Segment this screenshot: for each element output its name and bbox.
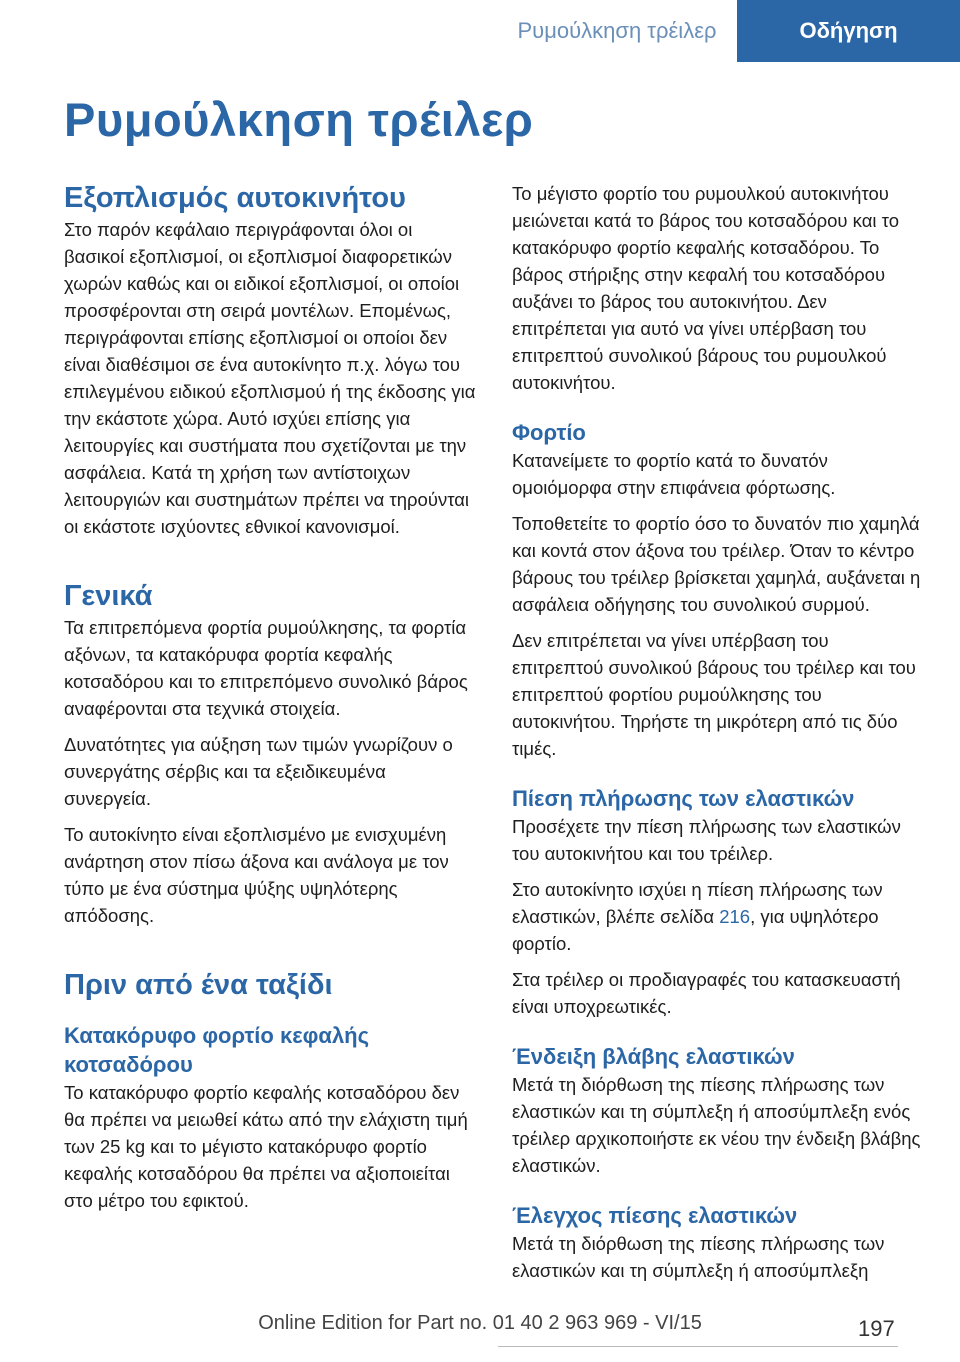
paragraph-general-2: Δυνατότητες για αύξηση των τιμών γνωρίζουν ο συνεργάτης σέρβις και τα εξειδικευμένα συνεργεία.	[64, 734, 453, 809]
footer-divider	[498, 1346, 898, 1347]
paragraph-tire-pressure-3: Στα τρέιλερ οι προδιαγραφές του κατασκευαστή είναι υποχρεωτικές.	[512, 969, 901, 1017]
heading-equipment: Εξοπλισμός αυτοκινήτου	[64, 182, 406, 214]
heading-tire-pressure: Πίεση πλήρωσης των ελαστικών	[512, 786, 855, 811]
page-number: 197	[858, 1316, 895, 1341]
header-chapter-tab[interactable]: Οδήγηση	[737, 0, 960, 62]
paragraph-general-1: Τα επιτρεπόμενα φορτία ρυμούλκησης, τα φορτία αξόνων, τα κατακόρυφα φορτία κεφαλής κοτσαδόρου και το επιτρεπόμενο συνολικό βάρος αναφέρονται στα τεχνικά στοιχεία.	[64, 617, 468, 719]
tire-pressure-text-after: , για υψηλότερο φορτίο.	[512, 906, 879, 954]
heading-load: Φορτίο	[512, 420, 586, 445]
header-section-title[interactable]: Ρυμούλκηση τρέιλερ	[498, 0, 736, 62]
paragraph-load-2: Τοποθετείτε το φορτίο όσο το δυνατόν πιο χαμηλά και κοντά στον άξονα του τρέιλερ. Όταν το κέντρο βάρους του τρέιλερ βρίσκεται χαμηλά, αυξάνεται η ασφάλεια οδήγησης του συνολικού συρμού.	[512, 513, 921, 615]
heading-before-trip: Πριν από ένα ταξίδι	[64, 969, 333, 1001]
header-bar	[0, 0, 960, 62]
paragraph-equipment: Στο παρόν κεφάλαιο περιγράφονται όλοι οι βασικοί εξοπλισμοί, οι εξοπλισμοί διαφορετικών χωρών καθώς και οι ειδικοί εξοπλισμοί, οι οποίοι προσφέρονται στη σειρά μοντέλων. Επομένως, περιγράφονται επίσης εξοπλισμοί οι οποίοι δεν είναι διαθέσιμοι σε ένα αυτοκίνητο π.χ. λόγω του επιλεγμένου ειδικού εξοπλισμού ή της έκδοσης για την εκάστοτε χώρα. Αυτό ισχύει επίσης για λειτουργίες και συστήματα που σχετίζονται με την ασφάλεια. Κατά τη χρήση των αντίστοιχων λειτουργιών και συστημάτων πρέπει να τηρούνται οι εκάστοτε ισχύοντες εθνικοί κανονισμοί.	[64, 219, 476, 537]
paragraph-tire-pressure-1: Προσέχετε την πίεση πλήρωσης των ελαστικών του αυτοκινήτου και του τρέιλερ.	[512, 816, 901, 864]
left-column	[64, 180, 476, 1223]
paragraph-tire-fault: Μετά τη διόρθωση της πίεσης πλήρωσης των ελαστικών και τη σύμπλεξη ή αποσύμπλεξη ενός τρέιλερ αρχικοποιήστε εκ νέου την ένδειξη βλάβης ελαστικών.	[512, 1074, 921, 1176]
right-column	[512, 180, 924, 1293]
heading-tire-fault: Ένδειξη βλάβης ελαστικών	[512, 1044, 795, 1069]
paragraph-tire-pressure-2	[512, 876, 924, 957]
paragraph-load-1: Κατανείμετε το φορτίο κατά το δυνατόν ομοιόμορφα στην επιφάνεια φόρτωσης.	[512, 450, 836, 498]
footer-edition-text: Online Edition for Part no. 01 40 2 963 969 - VI/15	[258, 1312, 702, 1334]
paragraph-vertical-load-cont: Το μέγιστο φορτίο του ρυμουλκού αυτοκινήτου μειώνεται κατά το βάρος του κοτσαδόρου και το κατακόρυφο φορτίο κεφαλής κοτσαδόρου. Το βάρος στήριξης στην κεφαλή του κοτσαδόρου αυξάνει το βάρος του αυτοκινήτου. Δεν επιτρέπεται για αυτό να γίνει υπέρβαση του επιτρεπτού συνολικού βάρους του ρυμουλκού αυτοκινήτου.	[512, 183, 899, 393]
heading-general: Γενικά	[64, 580, 153, 612]
paragraph-general-3: Το αυτοκίνητο είναι εξοπλισμένο με ενισχυμένη ανάρτηση στον πίσω άξονα και ανάλογα με τον τύπο με ένα σύστημα ψύξης υψηλότερης απόδοσης.	[64, 824, 449, 926]
paragraph-vertical-load: Το κατακόρυφο φορτίο κεφαλής κοτσαδόρου δεν θα πρέπει να μειωθεί κάτω από την ελάχιστη τιμή των 25 kg και το μέγιστο κατακόρυφο φορτίο κεφαλής κοτσαδόρου θα πρέπει να αξιοποιείται στο μέτρο του εφικτού.	[64, 1082, 468, 1211]
paragraph-tire-check: Μετά τη διόρθωση της πίεσης πλήρωσης των ελαστικών και τη σύμπλεξη ή αποσύμπλεξη	[512, 1233, 885, 1281]
tire-pressure-text-before: Στο αυτοκίνητο ισχύει η πίεση πλήρωσης των ελαστικών, βλέπε σελίδα	[512, 879, 883, 927]
paragraph-load-3: Δεν επιτρέπεται να γίνει υπέρβαση του επιτρεπτού συνολικού βάρους του τρέιλερ και του επιτρεπτού φορτίου ρυμούλκησης του αυτοκινήτου. Τηρήστε τη μικρότερη από τις δύο τιμές.	[512, 630, 916, 759]
heading-tire-check: Έλεγχος πίεσης ελαστικών	[512, 1203, 798, 1228]
page-title: Ρυμούλκηση τρέιλερ	[64, 93, 534, 146]
heading-vertical-load: Κατακόρυφο φορτίο κεφαλής κοτσαδόρου	[64, 1023, 370, 1077]
page-reference-link[interactable]: 216	[719, 906, 751, 927]
